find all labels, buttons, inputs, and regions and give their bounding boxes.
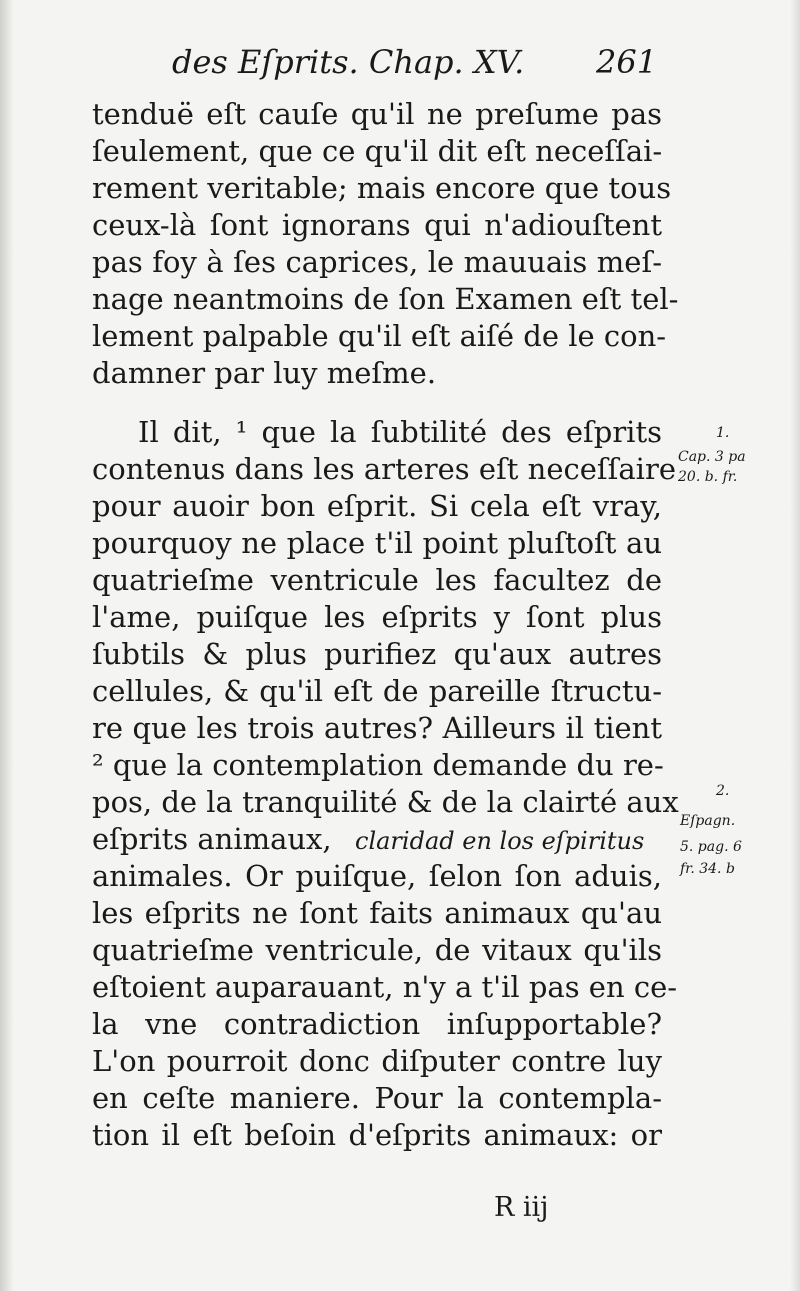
text-line: animales. Or puiſque, ſelon ſon aduis,: [92, 859, 662, 893]
text-line: pas foy à ſes caprices, le mauuais meſ-: [92, 245, 662, 279]
text-line: pour auoir bon eſprit. Si cela eſt vray,: [92, 489, 662, 523]
margin-note-line: Cap. 3 pa: [678, 449, 746, 465]
text-line: damner par luy meſme.: [92, 356, 437, 390]
text-line: Il dit, ¹ que la ſubtilité des eſprits: [138, 415, 662, 449]
text-line: ceux-là ſont ignorans qui n'adiouſtent: [92, 208, 662, 242]
text-line: lement palpable qu'il eſt aiſé de le con-: [92, 319, 667, 353]
page-edge-shadow-left: [0, 0, 14, 1291]
margin-note-line: 5. pag. 6: [680, 839, 742, 855]
spanish-quote: claridad en los eſpiritus: [355, 827, 645, 855]
text-line: ſeulement, que ce qu'il dit eſt neceſſai-: [92, 134, 663, 168]
text-line: L'on pourroit donc diſputer contre luy: [92, 1044, 662, 1078]
running-title: des Eſprits. Chap. XV.: [172, 43, 525, 81]
text-line: pos, de la tranquilité & de la clairté aux: [92, 785, 679, 819]
text-line: l'ame, puiſque les eſprits y ſont plus: [92, 600, 662, 634]
text-line: tion il eſt beſoin d'eſprits animaux: or: [92, 1118, 662, 1152]
page-edge-shadow-right: [790, 0, 800, 1291]
text-line: cellules, & qu'il eſt de pareille ſtructu-: [92, 674, 662, 708]
text-line: ² que la contemplation demande du re-: [92, 748, 664, 782]
margin-note-line: fr. 34. b: [680, 861, 735, 877]
text-line: eſprits animaux,: [92, 822, 332, 856]
text-line: quatrieſme ventricule, de vitaux qu'ils: [92, 933, 662, 967]
text-line: quatrieſme ventricule les facultez de: [92, 563, 662, 597]
text-line: en ceſte maniere. Pour la contempla-: [92, 1081, 662, 1115]
text-line: les eſprits ne ſont faits animaux qu'au: [92, 896, 662, 930]
text-line: rement veritable; mais encore que tous: [92, 171, 672, 205]
signature-mark: R iij: [494, 1192, 549, 1223]
margin-note-marker: 2.: [716, 783, 730, 799]
page-number: 261: [596, 43, 658, 81]
text-line: ſubtils & plus purifiez qu'aux autres: [92, 637, 662, 671]
text-line: contenus dans les arteres eſt neceſſaire: [92, 452, 676, 486]
text-line: tenduë eſt cauſe qu'il ne preſume pas: [92, 97, 662, 131]
margin-note-line: Eſpagn.: [680, 813, 736, 829]
margin-note-line: 20. b. fr.: [678, 469, 738, 485]
text-line: eſtoient auparauant, n'y a t'il pas en ce-: [92, 970, 678, 1004]
text-line: re que les trois autres? Ailleurs il tient: [92, 711, 662, 745]
text-line: pourquoy ne place t'il point pluſtoſt au: [92, 526, 662, 560]
margin-note-marker: 1.: [716, 425, 730, 441]
text-line: la vne contradiction inſupportable?: [92, 1007, 662, 1041]
text-line: nage neantmoins de ſon Examen eſt tel-: [92, 282, 679, 316]
